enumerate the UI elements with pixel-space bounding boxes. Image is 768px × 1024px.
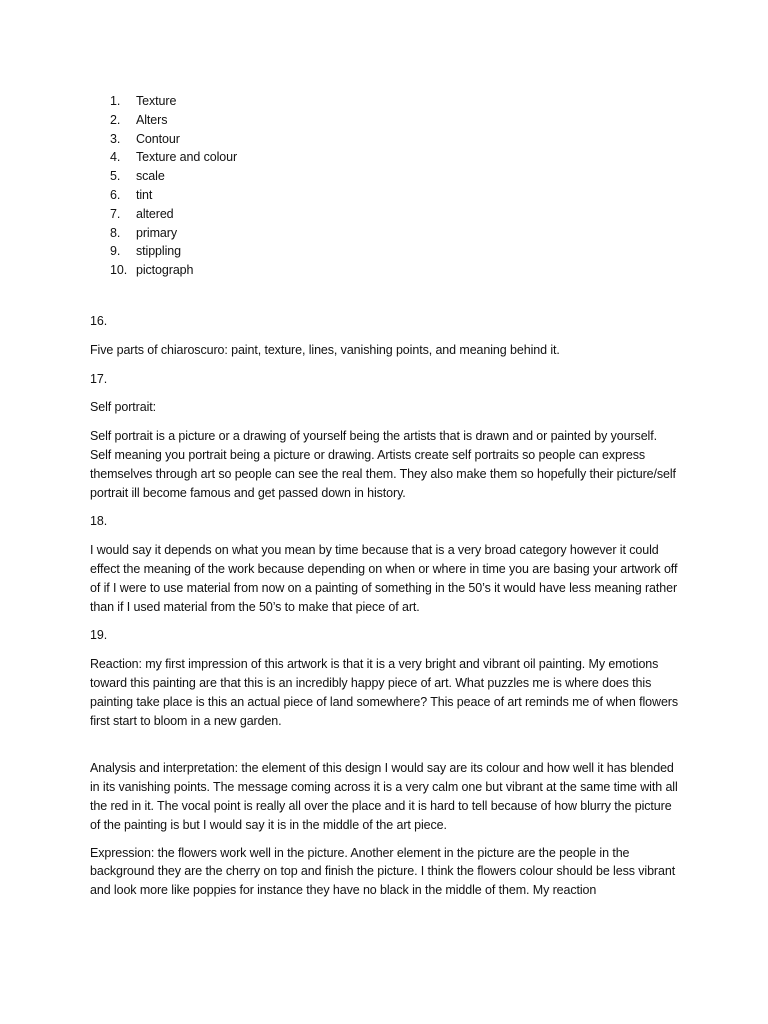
list-item-number: 10. xyxy=(110,263,128,278)
list-item-text: Alters xyxy=(136,112,168,127)
question-19-reaction: Reaction: my first impression of this artwork is that it is a very bright and vibrant oil painting. My emotions toward this painting are that this is an incredibly happy piece of art. What puzzles me is where does this painting take place is this an actual piece of land somewhere? This peace of art reminds me of when flowers first start to bloom in a new garden. xyxy=(90,657,679,728)
list-item xyxy=(90,186,680,205)
list-item-text: altered xyxy=(136,206,174,221)
question-17-heading: Self portrait: xyxy=(90,400,156,415)
list-item xyxy=(90,130,680,149)
list-item-text: Contour xyxy=(136,131,180,146)
question-19-number: 19. xyxy=(90,628,108,643)
list-item-text: Texture and colour xyxy=(136,150,238,165)
spacer xyxy=(90,417,680,427)
list-item-number: 6. xyxy=(110,187,121,202)
spacer xyxy=(90,388,680,398)
spacer xyxy=(90,360,680,370)
list-item xyxy=(90,148,680,167)
list-item xyxy=(90,224,680,243)
list-item xyxy=(90,111,680,130)
spacer xyxy=(90,616,680,626)
list-item-number: 5. xyxy=(110,169,121,184)
list-item-text: primary xyxy=(136,225,177,240)
question-19-analysis: Analysis and interpretation: the element of this design I would say are its colour and how well it has blended in its vanishing points. The message coming across it is a very calm one but vibrant at the same time with all the red in it. The vocal point is really all over the place and it is hard to tell because of how blurry the picture of the painting is but I would say it is in the middle of the art piece. xyxy=(90,761,678,832)
spacer xyxy=(90,502,680,512)
spacer xyxy=(90,730,680,759)
spacer xyxy=(90,835,680,844)
spacer xyxy=(90,331,680,341)
question-18-number: 18. xyxy=(90,514,108,529)
list-item-text: tint xyxy=(136,187,153,202)
question-17-answer: Self portrait is a picture or a drawing of yourself being the artists that is drawn and or painted by yourself. Self meaning you portrait being a picture or drawing. Artists create self portraits so people can express themselves through art so people can see the real them. They also make them so hopefully their picture/self portrait ill become famous and get passed down in history. xyxy=(90,429,676,500)
spacer xyxy=(90,280,680,312)
list-item-number: 2. xyxy=(110,112,121,127)
list-item-number: 3. xyxy=(110,131,121,146)
list-item-number: 4. xyxy=(110,150,121,165)
list-item xyxy=(90,92,680,111)
list-item xyxy=(90,242,680,261)
list-item-text: pictograph xyxy=(136,263,194,278)
document-body xyxy=(90,92,680,900)
list-item xyxy=(90,205,680,224)
question-16-number: 16. xyxy=(90,313,108,328)
question-18-answer: I would say it depends on what you mean by time because that is a very broad category however it could effect the meaning of the work because depending on when or where in time you are basing your artwork off of if I were to use material from now on a painting of something in the 50’s it would have less meaning rather than if I used material from the 50’s to make that piece of art. xyxy=(90,543,678,614)
spacer xyxy=(90,531,680,541)
list-item-number: 1. xyxy=(110,94,121,108)
question-16-answer: Five parts of chiaroscuro: paint, texture, lines, vanishing points, and meaning behind it. xyxy=(90,342,560,357)
list-item-text: stippling xyxy=(136,244,181,259)
question-19-expression: Expression: the flowers work well in the picture. Another element in the picture are the people in the background they are the cherry on top and finish the picture. I think the flowers colour should be less vibrant and look more like poppies for instance they have no black in the middle of them. My reaction xyxy=(90,845,676,898)
list-item-text: Texture xyxy=(136,94,177,108)
question-17-number: 17. xyxy=(90,371,108,386)
numbered-answer-list xyxy=(90,92,680,280)
list-item-number: 9. xyxy=(110,244,121,259)
list-item xyxy=(90,261,680,280)
spacer xyxy=(90,645,680,655)
list-item-number: 8. xyxy=(110,225,121,240)
list-item xyxy=(90,167,680,186)
list-item-number: 7. xyxy=(110,206,121,221)
list-item-text: scale xyxy=(136,169,165,184)
